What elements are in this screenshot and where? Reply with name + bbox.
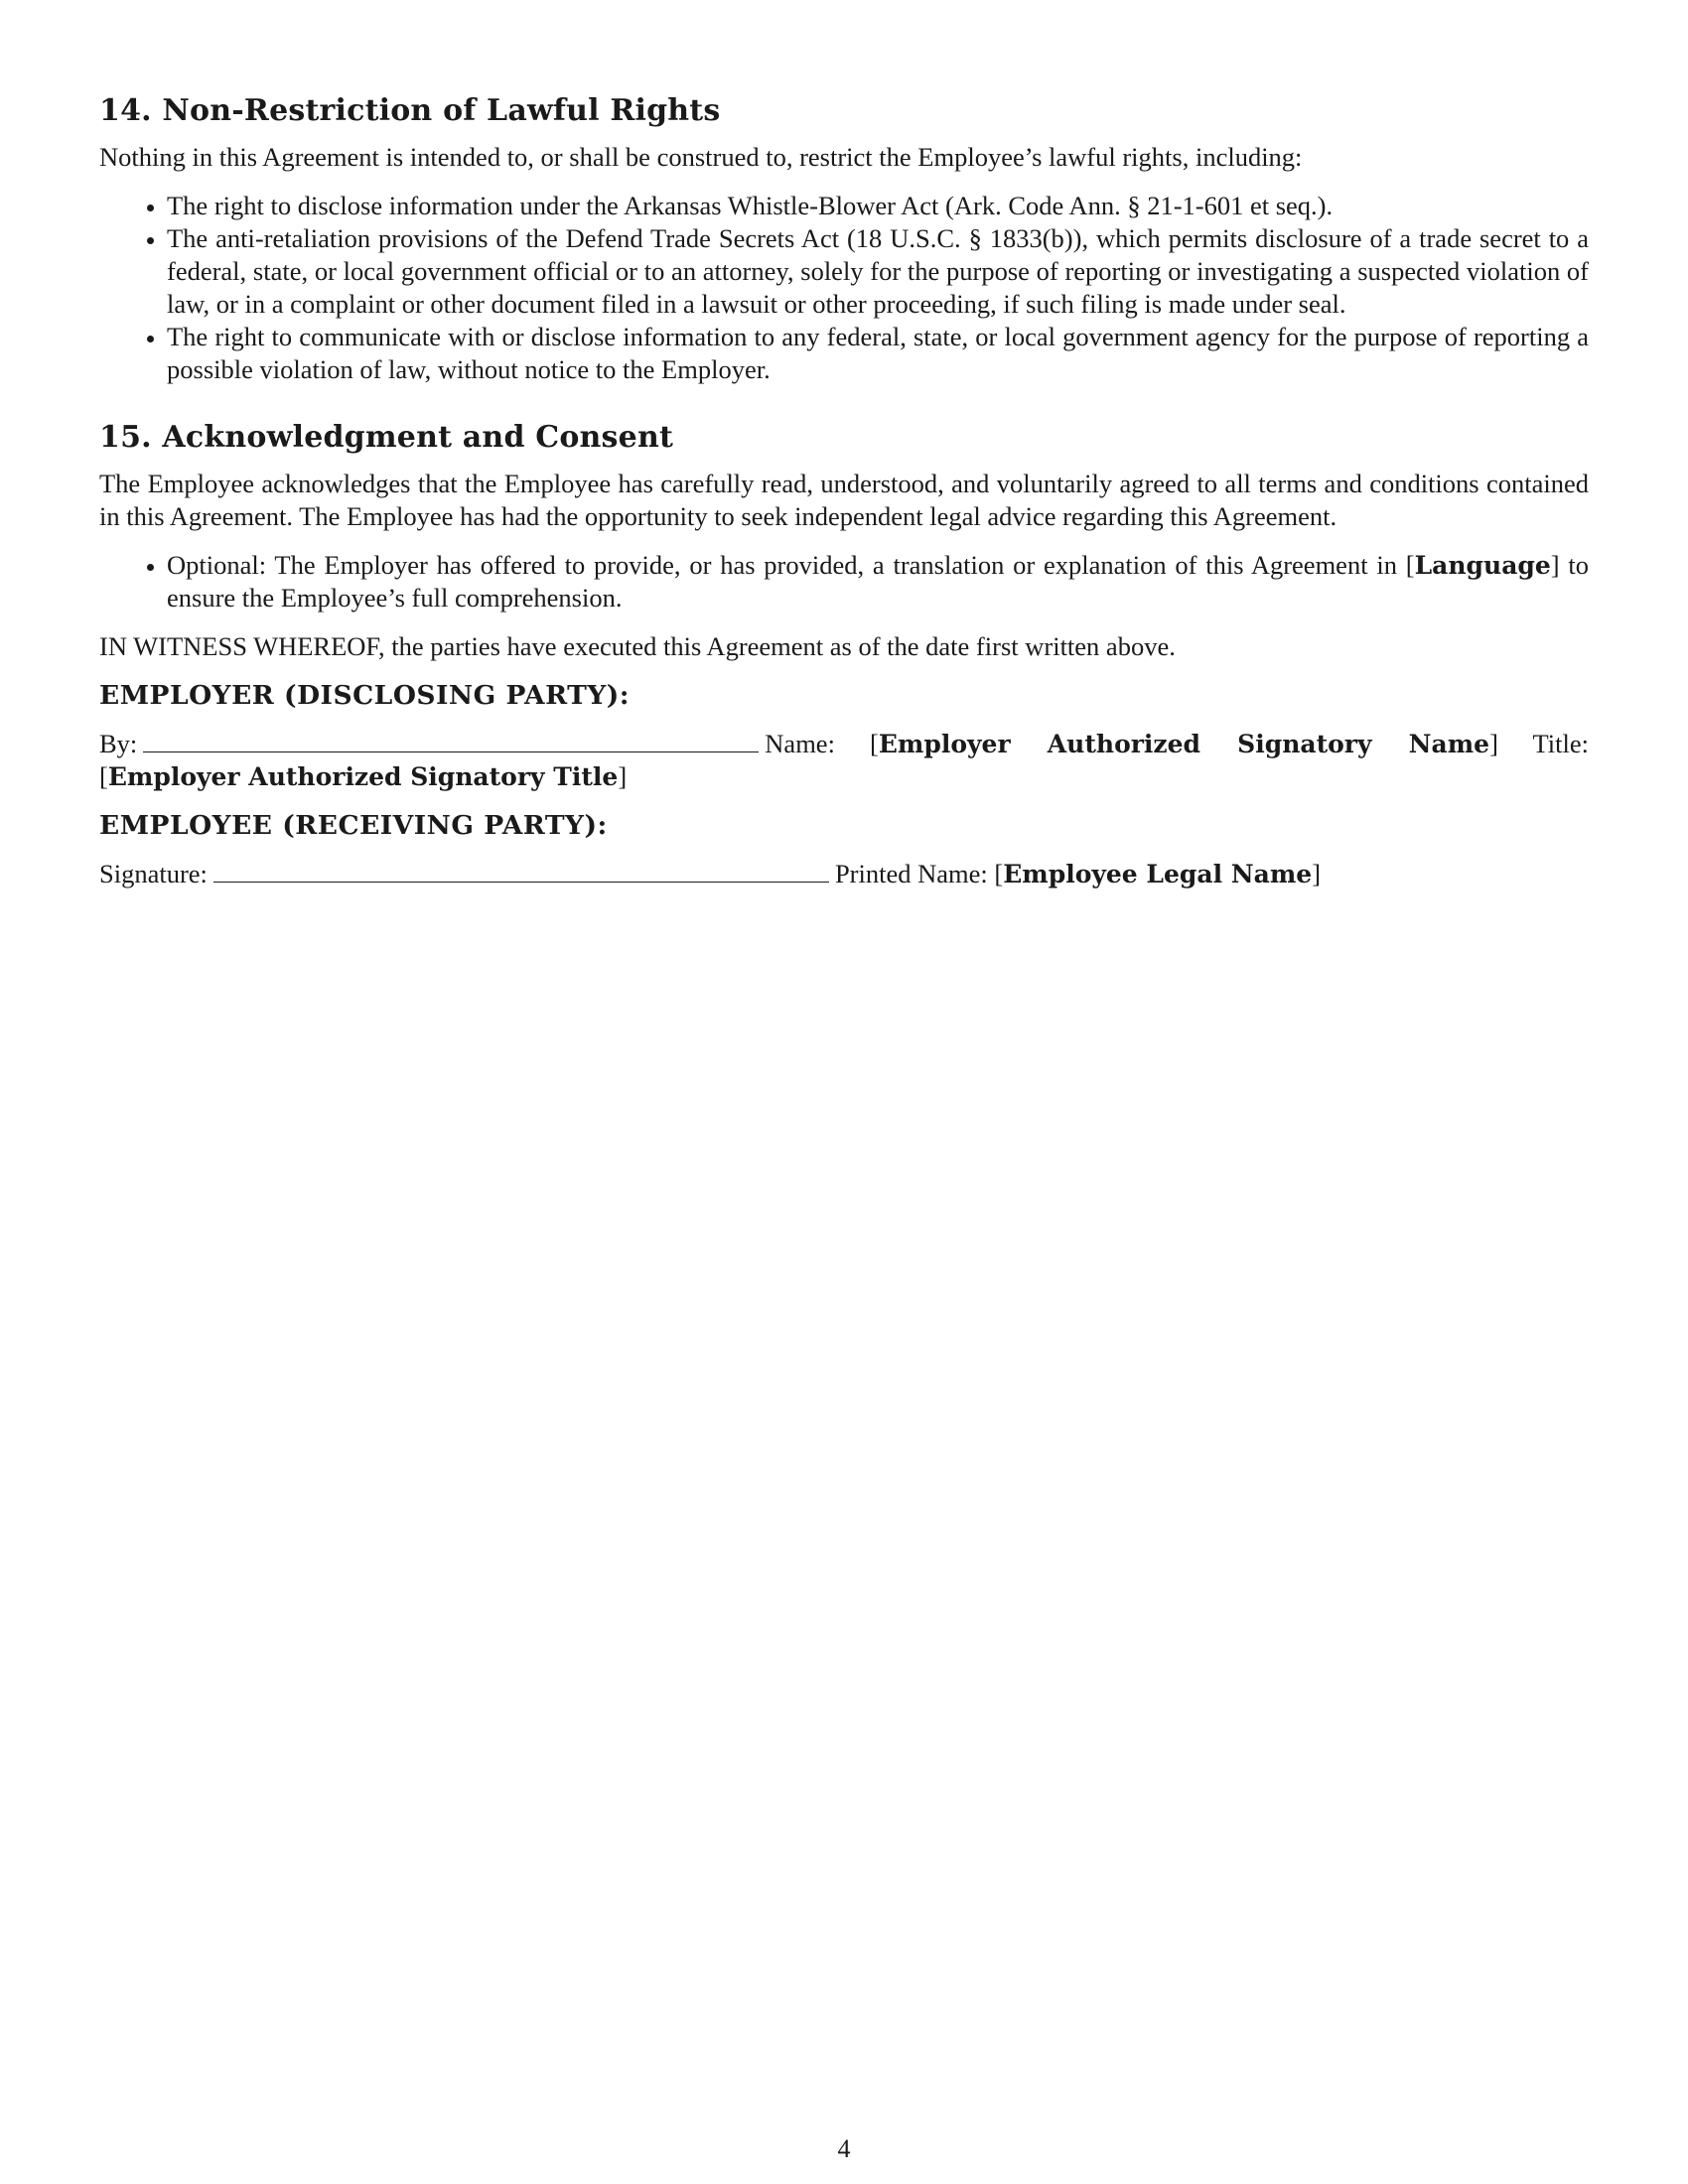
employer-signature-block [99,728,1589,793]
name-close-bracket: ] [1489,729,1498,758]
title-open-bracket: [ [99,761,108,791]
title-close-bracket: ] [618,761,628,791]
employer-heading: EMPLOYER (DISCLOSING PARTY): [99,680,631,711]
employee-legal-name: Employee Legal Name [1003,860,1313,888]
name-open-bracket: [ [870,729,879,758]
section-15-heading: 15. Acknowledgment and Consent [99,420,674,455]
title-label: Title: [1532,729,1589,758]
by-label: By: [99,729,138,758]
witness-clause: IN WITNESS WHEREOF, the parties have executed this Agreement as of the date first written above. [99,631,1176,661]
employee-signature-block [99,858,1589,890]
section-14-intro: Nothing in this Agreement is intended to, or shall be construed to, restrict the Employee’s lawful rights, including: [99,142,1303,172]
optional-suffix: ] to ensure the Employee’s full comprehension. [167,550,1590,613]
optional-prefix: Optional: The Employer has offered to provide, or has provided, a translation or explanation of this Agreement in [ [167,550,1415,580]
page-number: 4 [837,2134,851,2163]
signature-label: Signature: [99,859,208,888]
list-item: • The right to communicate with or disclose information to any federal, state, or local government agency for the purpose of reporting a possible violation of law, without notice to the Employer. [167,321,1589,386]
printed-close-bracket: ] [1312,859,1322,888]
list-item: • The right to disclose information under the Arkansas Whistle-Blower Act (Ark. Code Ann. § 21-1-601 et seq.). [167,190,1589,222]
printed-open-bracket: [ [994,859,1004,888]
employer-signature-line[interactable] [143,728,759,752]
employee-heading: EMPLOYEE (RECEIVING PARTY): [99,810,608,841]
printed-name-label: Printed Name: [834,859,988,888]
section-15-bullet-list [99,549,1589,614]
employer-signatory-title: Employer Authorized Signatory Title [107,762,619,791]
name-label: Name: [765,729,835,758]
section-15-body: The Employee acknowledges that the Employee has carefully read, understood, and voluntarily agreed to all terms and conditions contained in this Agreement. The Employee has had the opportunity to seek independent legal advice regarding this Agreement. [99,469,1589,531]
document-page [99,91,1589,906]
section-14-bullet-list [99,190,1589,386]
list-item [167,549,1589,614]
employee-signature-line[interactable] [213,858,829,883]
list-item: • The anti-retaliation provisions of the Defend Trade Secrets Act (18 U.S.C. § 1833(b)), which permits disclosure of a trade secret to a federal, state, or local government official or to an attorney, solely for the purpose of reporting or investigating a suspected violation of law, or in a complaint or other document filed in a lawsuit or other proceeding, if such filing is made under seal. [167,222,1589,321]
language-placeholder: Language [1414,551,1551,580]
section-14-heading: 14. Non-Restriction of Lawful Rights [99,93,721,128]
employer-signatory-name: Employer Authorized Signatory Name [878,730,1490,758]
